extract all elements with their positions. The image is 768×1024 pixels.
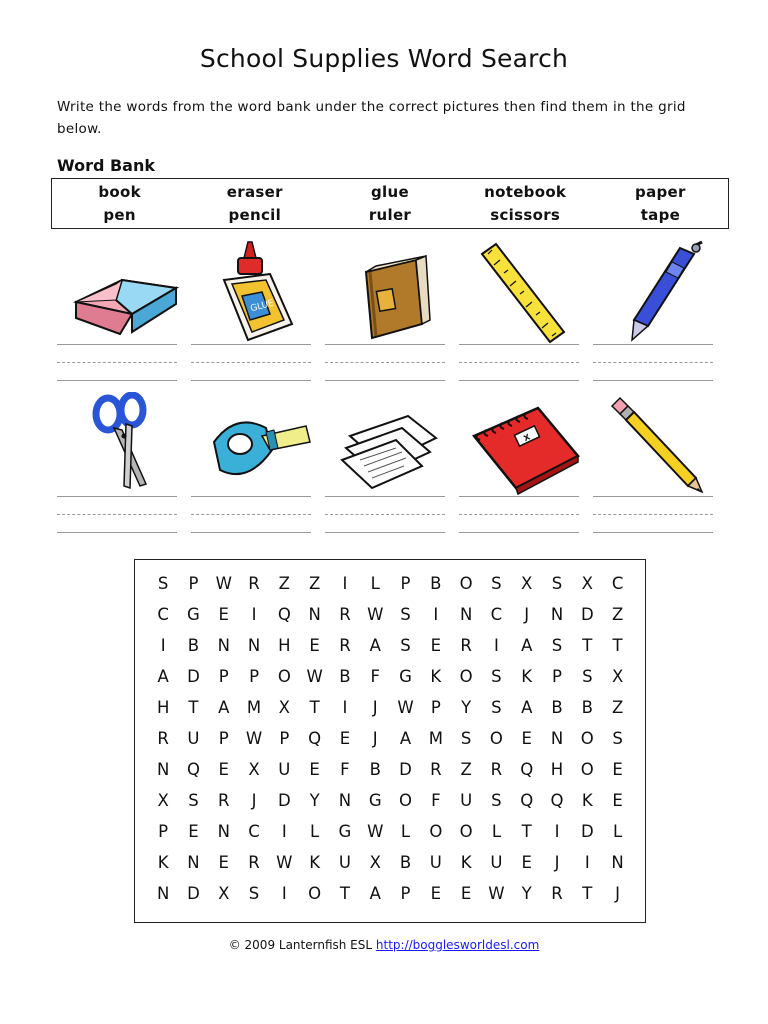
grid-letter[interactable]: P (400, 574, 411, 593)
answer-lines[interactable] (191, 496, 311, 550)
word-bank-word: paper (635, 183, 686, 201)
grid-letter[interactable]: O (580, 760, 594, 779)
grid-letter[interactable]: P (552, 667, 562, 686)
grid-letter[interactable]: T (521, 822, 532, 841)
grid-letter[interactable]: N (187, 853, 200, 872)
grid-letter[interactable]: R (218, 791, 230, 810)
grid-letter[interactable]: A (369, 636, 381, 655)
paper-icon (330, 392, 450, 497)
picture-cell (189, 392, 323, 544)
answer-lines[interactable] (459, 496, 579, 550)
page-title: School Supplies Word Search (199, 44, 569, 73)
grid-letter[interactable]: R (490, 760, 503, 779)
svg-text:GLUE: GLUE (249, 298, 276, 315)
grid-letter[interactable]: S (491, 574, 502, 593)
grid-letter[interactable]: S (157, 574, 169, 593)
word-search-grid (134, 559, 646, 923)
grid-letter[interactable]: N (338, 791, 352, 810)
grid-letter[interactable]: I (554, 822, 560, 841)
grid-letter[interactable]: H (550, 760, 564, 779)
grid-letter[interactable]: L (400, 822, 411, 841)
tape-icon (196, 392, 316, 497)
grid-letter[interactable]: K (460, 853, 472, 872)
grid-letter[interactable]: I (342, 574, 348, 593)
grid-letter[interactable]: N (217, 636, 230, 655)
grid-letter[interactable]: C (248, 822, 260, 841)
grid-letter[interactable]: B (551, 698, 563, 717)
glue-icon (196, 240, 316, 345)
picture-row-2 (55, 392, 725, 544)
grid-letter[interactable]: R (157, 729, 169, 748)
copyright-text: © 2009 Lanternfish ESL (228, 938, 373, 952)
grid-letter[interactable]: X (611, 667, 624, 686)
picture-cell (457, 240, 591, 392)
grid-letter[interactable]: Q (550, 791, 564, 810)
grid-letter[interactable]: E (521, 729, 532, 748)
grid-letter[interactable]: S (491, 698, 502, 717)
grid-letter[interactable]: R (248, 574, 260, 593)
grid-letter[interactable]: N (611, 853, 624, 872)
grid-letter[interactable]: R (430, 760, 442, 779)
grid-letter[interactable]: A (399, 729, 412, 748)
picture-cell (591, 392, 725, 544)
grid-letter[interactable]: Z (308, 574, 321, 593)
eraser-icon (62, 240, 182, 345)
grid-letter[interactable]: X (278, 698, 290, 717)
grid-letter[interactable]: Z (278, 574, 290, 593)
grid-letter[interactable]: X (369, 853, 381, 872)
grid-letter[interactable]: W (276, 853, 293, 872)
grid-letter[interactable]: Y (461, 698, 472, 717)
answer-lines[interactable] (57, 344, 177, 398)
grid-letter[interactable]: B (399, 853, 412, 872)
picture-row-1 (55, 240, 725, 392)
grid-letter[interactable]: S (400, 605, 411, 624)
grid-letter[interactable]: W (215, 574, 232, 593)
grid-letter[interactable]: J (554, 853, 560, 872)
grid-letter[interactable]: N (156, 760, 170, 779)
grid-letter[interactable]: Z (611, 698, 624, 717)
grid-letter[interactable]: R (248, 853, 260, 872)
picture-cell (323, 392, 457, 544)
book-icon (330, 240, 450, 345)
grid-letter[interactable]: D (187, 667, 200, 686)
grid-letter[interactable]: X (248, 760, 260, 779)
grid-letter[interactable]: O (459, 574, 473, 593)
grid-letter[interactable]: I (584, 853, 590, 872)
grid-letter[interactable]: S (551, 574, 563, 593)
grid-letter[interactable]: N (550, 605, 564, 624)
grid-letter[interactable]: Y (521, 884, 532, 903)
grid-letter[interactable]: U (338, 853, 351, 872)
grid-letter[interactable]: K (157, 853, 169, 872)
word-bank-word: tape (640, 206, 681, 224)
grid-letter[interactable]: C (611, 574, 624, 593)
grid-letter[interactable]: E (521, 853, 532, 872)
grid-letter[interactable]: A (157, 667, 169, 686)
grid-letter[interactable]: U (187, 729, 200, 748)
grid-letter[interactable]: B (581, 698, 593, 717)
grid-letter[interactable]: T (582, 636, 593, 655)
grid-letter[interactable]: P (218, 667, 229, 686)
grid-letter[interactable]: P (158, 822, 169, 841)
grid-letter[interactable]: P (279, 729, 290, 748)
grid-letter[interactable]: N (308, 605, 321, 624)
word-bank-word: pencil (228, 206, 282, 224)
grid-letter[interactable]: T (339, 884, 350, 903)
grid-letter[interactable]: Y (309, 791, 320, 810)
grid-letter[interactable]: R (339, 636, 351, 655)
ruler-icon (464, 240, 584, 345)
pen-icon (598, 240, 718, 345)
grid-letter[interactable]: B (339, 667, 351, 686)
grid-letter[interactable]: J (251, 791, 257, 810)
scissors-icon (62, 392, 182, 497)
grid-letter[interactable]: I (281, 884, 287, 903)
footer (0, 938, 768, 952)
grid-letter[interactable]: U (460, 791, 473, 810)
grid-letter[interactable]: N (247, 636, 261, 655)
grid-letter[interactable]: L (370, 574, 380, 593)
grid-letter[interactable]: W (306, 667, 323, 686)
grid-letter[interactable]: T (612, 636, 623, 655)
grid-letter[interactable]: L (491, 822, 502, 841)
grid-letter[interactable]: O (459, 822, 473, 841)
grid-letter[interactable]: P (188, 574, 199, 593)
grid-letter[interactable]: M (428, 729, 443, 748)
grid-letter[interactable]: Q (520, 791, 534, 810)
svg-text:X: X (522, 432, 532, 444)
grid-letter[interactable]: A (369, 884, 381, 903)
grid-letter[interactable]: W (245, 729, 263, 748)
grid-letter[interactable]: E (218, 760, 229, 779)
grid-letter[interactable]: J (615, 884, 621, 903)
grid-letter[interactable]: O (277, 667, 291, 686)
grid-letter[interactable]: X (157, 791, 169, 810)
grid-letter[interactable]: K (521, 667, 533, 686)
grid-letter[interactable]: O (580, 729, 594, 748)
grid-letter[interactable]: O (459, 667, 473, 686)
grid-letter[interactable]: O (489, 729, 503, 748)
word-bank-box (51, 178, 729, 229)
grid-letter[interactable]: A (521, 698, 533, 717)
grid-letter[interactable]: B (187, 636, 200, 655)
word-bank-word: ruler (368, 206, 412, 224)
answer-lines[interactable] (325, 344, 445, 398)
grid-letter[interactable]: S (248, 884, 260, 903)
grid-letter[interactable]: E (309, 636, 320, 655)
grid-letter[interactable]: E (218, 605, 229, 624)
grid-letter[interactable]: F (431, 791, 441, 810)
grid-letter[interactable]: D (580, 605, 594, 624)
grid-letter[interactable]: M (246, 698, 262, 717)
picture-cell (457, 392, 591, 544)
grid-letter[interactable]: I (433, 605, 439, 624)
grid-letter[interactable]: G (187, 605, 200, 624)
grid-letter[interactable]: K (309, 853, 321, 872)
grid-letter[interactable]: P (400, 884, 411, 903)
grid-letter[interactable]: S (460, 729, 472, 748)
word-bank-word: notebook (484, 183, 567, 201)
grid-letter[interactable]: U (429, 853, 442, 872)
grid-letter[interactable]: L (613, 822, 623, 841)
grid-letter[interactable]: S (491, 667, 502, 686)
grid-letter[interactable]: K (581, 791, 593, 810)
grid-letter[interactable]: D (187, 884, 200, 903)
grid-letter[interactable]: C (490, 605, 503, 624)
grid-letter[interactable]: Q (308, 729, 322, 748)
instructions: Write the words from the word bank under the correct pictures then find them in the grid below. (57, 99, 686, 137)
letter-grid (148, 574, 633, 915)
grid-letter[interactable]: A (218, 698, 230, 717)
grid-letter[interactable]: E (218, 853, 229, 872)
grid-letter[interactable]: D (399, 760, 412, 779)
answer-lines[interactable] (593, 344, 713, 398)
notebook-icon (464, 392, 584, 497)
grid-letter[interactable]: E (188, 822, 199, 841)
pencil-icon (598, 392, 718, 497)
grid-letter[interactable]: G (338, 822, 352, 841)
grid-letter[interactable]: T (582, 884, 593, 903)
word-bank-word: pen (103, 206, 136, 224)
grid-letter[interactable]: U (278, 760, 291, 779)
grid-letter[interactable]: E (612, 760, 623, 779)
grid-letter[interactable]: B (430, 574, 442, 593)
grid-letter[interactable]: F (340, 760, 350, 779)
grid-letter[interactable]: K (430, 667, 442, 686)
grid-letter[interactable]: P (218, 729, 229, 748)
answer-lines[interactable] (459, 344, 579, 398)
grid-letter[interactable]: Q (186, 760, 200, 779)
grid-letter[interactable]: N (156, 884, 170, 903)
website-link[interactable]: http://bogglesworldesl.com (375, 938, 540, 952)
picture-cell (55, 392, 189, 544)
grid-letter[interactable]: X (581, 574, 593, 593)
grid-letter[interactable]: S (188, 791, 199, 810)
grid-letter[interactable]: S (582, 667, 593, 686)
word-bank-word: book (98, 183, 141, 201)
word-bank-word: glue (371, 183, 409, 201)
grid-letter[interactable]: B (369, 760, 381, 779)
grid-letter[interactable]: W (488, 884, 505, 903)
picture-cell (323, 240, 457, 392)
grid-letter[interactable]: W (367, 605, 384, 624)
grid-letter[interactable]: W (367, 822, 384, 841)
word-bank-word: scissors (490, 206, 561, 224)
grid-letter[interactable]: O (308, 884, 322, 903)
grid-letter[interactable]: R (339, 605, 351, 624)
grid-letter[interactable]: O (399, 791, 413, 810)
picture-cell (189, 240, 323, 392)
grid-letter[interactable]: E (460, 884, 472, 903)
grid-letter[interactable]: P (249, 667, 260, 686)
word-bank-word: eraser (226, 183, 283, 201)
answer-lines[interactable] (57, 496, 177, 550)
grid-letter[interactable]: E (309, 760, 320, 779)
picture-cell (591, 240, 725, 392)
grid-letter[interactable]: Z (460, 760, 472, 779)
grid-letter[interactable]: T (309, 698, 320, 717)
grid-letter[interactable]: S (551, 636, 563, 655)
grid-letter[interactable]: I (281, 822, 287, 841)
grid-letter[interactable]: N (217, 822, 230, 841)
grid-letter[interactable]: E (612, 791, 623, 810)
grid-letter[interactable]: S (400, 636, 411, 655)
grid-letter[interactable]: I (251, 605, 257, 624)
grid-letter[interactable]: D (277, 791, 291, 810)
grid-letter[interactable]: N (550, 729, 564, 748)
grid-letter[interactable]: H (156, 698, 170, 717)
grid-letter[interactable]: J (372, 729, 378, 748)
grid-letter[interactable]: R (460, 636, 472, 655)
grid-letter[interactable]: E (430, 636, 442, 655)
grid-letter[interactable]: Q (520, 760, 534, 779)
answer-lines[interactable] (191, 344, 311, 398)
grid-letter[interactable]: I (493, 636, 499, 655)
grid-letter[interactable]: I (160, 636, 166, 655)
grid-letter[interactable]: L (310, 822, 320, 841)
grid-letter[interactable]: G (368, 791, 382, 810)
grid-letter[interactable]: O (429, 822, 443, 841)
grid-letter[interactable]: D (580, 822, 594, 841)
answer-lines[interactable] (325, 496, 445, 550)
word-bank-heading: Word Bank (57, 156, 156, 175)
grid-letter[interactable]: U (490, 853, 503, 872)
grid-letter[interactable]: S (612, 729, 623, 748)
grid-letter[interactable]: E (339, 729, 351, 748)
grid-letter[interactable]: I (342, 698, 348, 717)
grid-letter[interactable]: P (430, 698, 441, 717)
picture-cell (55, 240, 189, 392)
grid-letter[interactable]: J (524, 605, 530, 624)
grid-letter[interactable]: R (551, 884, 563, 903)
grid-letter[interactable]: Q (277, 605, 291, 624)
answer-lines[interactable] (593, 496, 713, 550)
grid-letter[interactable]: F (370, 667, 380, 686)
grid-letter[interactable]: J (372, 698, 378, 717)
grid-letter[interactable]: T (188, 698, 199, 717)
grid-letter[interactable]: E (430, 884, 442, 903)
grid-letter[interactable]: H (278, 636, 291, 655)
grid-letter[interactable]: G (399, 667, 412, 686)
grid-letter[interactable]: W (397, 698, 414, 717)
grid-letter[interactable]: X (218, 884, 230, 903)
grid-letter[interactable]: C (157, 605, 169, 624)
grid-letter[interactable]: N (459, 605, 473, 624)
grid-letter[interactable]: A (521, 636, 533, 655)
grid-letter[interactable]: X (521, 574, 533, 593)
grid-letter[interactable]: Z (611, 605, 624, 624)
grid-letter[interactable]: S (491, 791, 502, 810)
